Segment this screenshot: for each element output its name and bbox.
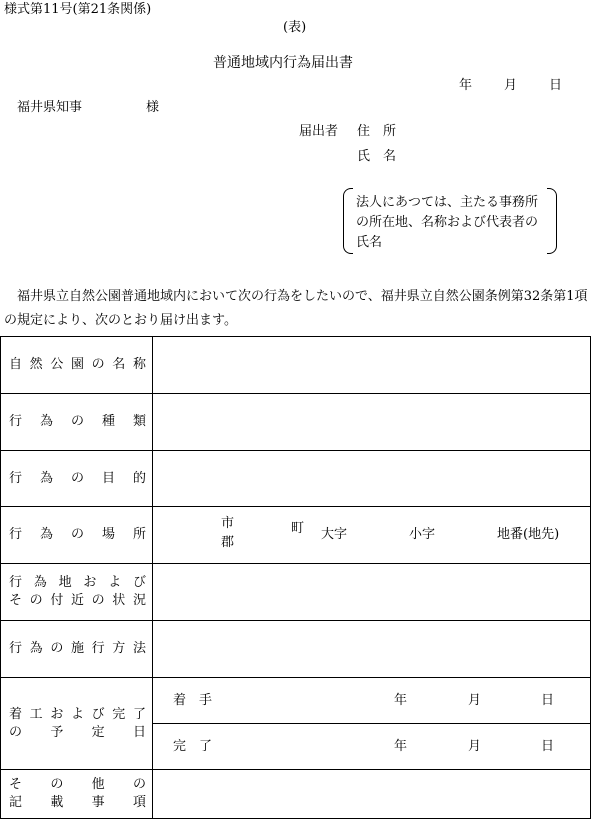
table-row [1, 337, 591, 394]
label-char: 状 [112, 593, 126, 608]
label-char: 的 [132, 470, 146, 486]
label-char: 況 [132, 593, 146, 608]
label-char: お [50, 706, 64, 722]
label-line [9, 706, 146, 724]
label-char: 行 [91, 641, 105, 657]
applicant-label: 届出者 [299, 124, 339, 139]
label-char: 完 [112, 706, 126, 722]
table-row [1, 564, 591, 621]
label-char: 事 [91, 795, 105, 810]
label-line [9, 413, 146, 431]
end-date-field[interactable] [153, 724, 591, 770]
label-char: の [91, 593, 105, 608]
label-char: の [29, 593, 43, 608]
label-line [9, 640, 146, 658]
start-label: 着 手 [173, 693, 213, 708]
corporation-note-bracket [343, 188, 557, 254]
row-label [1, 770, 153, 819]
label-char: の [50, 641, 64, 657]
label-char: の [9, 724, 23, 740]
end-day: 日 [541, 739, 555, 754]
label-char: の [70, 470, 84, 486]
addressee: 福井県知事 [17, 100, 83, 115]
other-notes-field[interactable] [153, 770, 591, 819]
place-machi: 町 [291, 521, 305, 536]
park-name-field[interactable] [153, 337, 591, 394]
label-line [9, 794, 146, 812]
label-char: 名 [112, 357, 126, 373]
label-char: 着 [9, 706, 23, 722]
intro-paragraph: 福井県立自然公園普通地域内において次の行為をしたいので、福井県立自然公園条例第32条第1項の規定により、次のとおり届け出ます。 [4, 289, 588, 328]
label-char: 他 [91, 777, 105, 793]
start-month: 月 [468, 693, 482, 708]
row-label [1, 621, 153, 678]
date-day: 日 [549, 78, 563, 93]
address-label: 住 所 [357, 124, 397, 139]
label-char: 所 [132, 527, 146, 543]
form-number: 様式第11号(第21条関係) [4, 2, 152, 17]
label-line [9, 526, 146, 544]
label-char: 行 [9, 470, 23, 486]
label-char: 近 [70, 593, 84, 608]
place-koaza: 小字 [409, 527, 436, 542]
label-char: の [70, 414, 84, 430]
row-label [1, 337, 153, 394]
table-row [1, 678, 591, 724]
corporation-note: 法人にあつては、主たる事務所の所在地、名称および代表者の氏名 [356, 195, 539, 250]
label-char: そ [9, 777, 23, 793]
label-char: の [70, 527, 84, 543]
row-label [1, 451, 153, 507]
label-char: 公 [50, 357, 64, 373]
front-label: (表) [283, 20, 307, 35]
label-char: 地 [58, 575, 72, 591]
end-year: 年 [394, 739, 408, 754]
label-char: 方 [112, 641, 126, 657]
left-bracket [343, 188, 353, 254]
label-char: の [91, 357, 105, 373]
label-char: の [50, 777, 64, 793]
label-char: 了 [132, 706, 146, 722]
label-char: 然 [29, 357, 43, 373]
place-chiban: 地番(地先) [497, 527, 560, 542]
start-day: 日 [541, 693, 555, 708]
label-char: 法 [132, 641, 146, 657]
label-char: の [132, 777, 146, 793]
addressee-suffix: 様 [146, 100, 160, 115]
label-char: 記 [9, 795, 23, 810]
row-label [1, 394, 153, 451]
act-type-field[interactable] [153, 394, 591, 451]
label-char: 自 [9, 357, 23, 373]
label-line [9, 356, 146, 374]
table-row [1, 394, 591, 451]
label-char: 定 [91, 724, 105, 740]
label-char: 載 [50, 795, 64, 810]
table-row [1, 507, 591, 564]
notification-table [0, 336, 591, 819]
table-row [1, 451, 591, 507]
label-char: 称 [132, 357, 146, 373]
label-char: 為 [39, 470, 53, 486]
label-line [9, 776, 146, 794]
row-label [1, 678, 153, 770]
label-char: 場 [101, 527, 115, 543]
label-char: 項 [132, 795, 146, 810]
date-month: 月 [504, 78, 518, 93]
method-field[interactable] [153, 621, 591, 678]
label-char: 為 [33, 575, 47, 591]
right-bracket [547, 188, 557, 254]
label-char: び [91, 706, 105, 722]
place-shi: 市 [221, 516, 235, 531]
label-char: 種 [101, 414, 115, 430]
form-title: 普通地域内行為届出書 [213, 55, 353, 71]
label-char: び [132, 575, 146, 591]
label-char: 予 [50, 724, 64, 740]
label-char: よ [70, 706, 84, 722]
label-line [9, 574, 146, 592]
label-char: 類 [132, 414, 146, 430]
date-year: 年 [459, 78, 473, 93]
label-char: 為 [39, 414, 53, 430]
row-label [1, 564, 153, 621]
place-oaza: 大字 [321, 527, 348, 542]
end-month: 月 [468, 739, 482, 754]
label-char: 為 [39, 527, 53, 543]
row-label [1, 507, 153, 564]
label-char: 日 [132, 724, 146, 740]
site-condition-field[interactable] [153, 564, 591, 621]
label-char: 工 [29, 706, 43, 722]
label-char: 行 [9, 414, 23, 430]
name-label: 氏 名 [357, 149, 397, 164]
act-place-field[interactable] [153, 507, 591, 564]
table-row [1, 621, 591, 678]
start-year: 年 [394, 693, 408, 708]
table-row [1, 770, 591, 819]
label-char: 付 [50, 593, 64, 608]
label-char: 園 [70, 357, 84, 373]
label-char: そ [9, 593, 23, 608]
label-char: お [83, 575, 97, 591]
label-line [9, 470, 146, 488]
label-line [9, 724, 146, 742]
place-gun: 郡 [221, 535, 235, 550]
label-line [9, 592, 146, 610]
act-purpose-field[interactable] [153, 451, 591, 507]
label-char: 行 [9, 527, 23, 543]
end-label: 完 了 [173, 739, 213, 754]
label-char: 目 [101, 470, 115, 486]
label-char: 施 [70, 641, 84, 657]
label-char: よ [108, 575, 122, 591]
label-char: 行 [9, 641, 23, 657]
label-char: 行 [9, 575, 23, 591]
start-date-field[interactable] [153, 678, 591, 724]
label-char: 為 [29, 641, 43, 657]
